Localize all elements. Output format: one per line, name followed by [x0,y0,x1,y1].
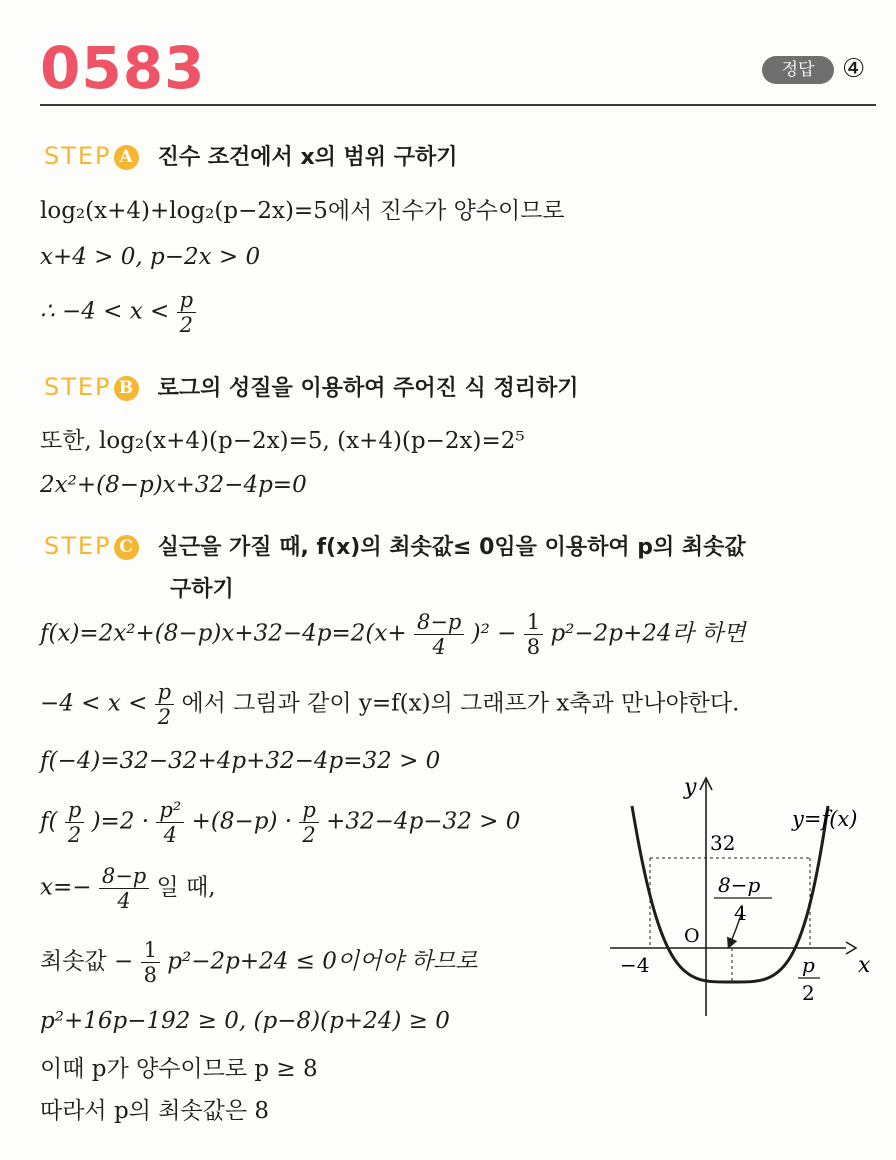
step-title: 로그의 성질을 이용하여 주어진 식 정리하기 [157,376,579,401]
left-x-label: −4 [620,953,650,977]
y-value-label: 32 [710,831,736,855]
fraction: $\frac{p}{2}$ [65,798,84,847]
line-b2: 2x²+(8−p)x+32−4p=0 [40,472,307,498]
problem-number: 0583 [40,34,206,102]
line-a1: log₂(x+4)+log₂(p−2x)=5에서 진수가 양수이므로 [40,198,565,224]
fraction: $\frac{p}{2}$ [155,680,174,729]
fraction: $\frac{8-p}{4}$ [99,864,149,913]
step-title-cont: 구하기 [170,577,234,602]
line-a2: x+4 > 0, p−2x > 0 [40,244,261,270]
expr: )² − [471,620,517,647]
y-axis-label: y [684,775,697,800]
expr: −4 < x < [40,690,148,717]
expr: f(x)=2x²+(8−p)x+32−4p=2(x+ [40,620,407,647]
step-label: STEP [44,373,112,401]
fraction: $\frac{8-p}{4}$ [414,610,464,659]
expr: +(8−p) · [191,808,293,835]
expr: )=2 · [91,808,150,835]
expr: 일 때, [156,874,216,901]
line-b1: 또한, log₂(x+4)(p−2x)=5, (x+4)(p−2x)=2⁵ [40,428,525,454]
header-divider [40,104,876,106]
line-c4 [40,798,520,847]
origin-label: O [684,925,700,947]
expr: p²−2p+24 ≤ 0이어야 하므로 [167,948,478,975]
expr: p²−2p+24라 하면 [550,620,746,647]
line-c9: 따라서 p의 최솟값은 8 [40,1098,270,1124]
step-b-header [44,371,578,402]
expr: x=− [40,874,92,901]
right-x-num: p [802,953,815,977]
expr: +32−4p−32 > 0 [326,808,521,835]
expr: f( [40,808,58,835]
answer-value: ④ [842,54,866,84]
line-c2 [40,680,739,729]
step-title: 실근을 가질 때, f(x)의 최솟값≤ 0임을 이용하여 p의 최솟값 [157,535,746,560]
fraction: $\frac{p}{2}$ [177,288,196,337]
right-x-den: 2 [802,981,815,1005]
expr: 에서 그림과 같이 y=f(x)의 그래프가 x축과 만나야한다. [181,690,740,717]
x-axis-arrow [846,942,856,954]
line-c6 [40,938,478,987]
line-a3 [40,288,196,337]
line-c3: f(−4)=32−32+4p+32−4p=32 > 0 [40,748,441,774]
answer-badge: 정답 [762,56,834,84]
step-letter: A [114,145,139,170]
x-axis-label: x [858,953,871,978]
parabola-graph [606,766,890,1026]
step-title: 진수 조건에서 x의 범위 구하기 [157,145,458,170]
line-c7: p²+16p−192 ≥ 0, (p−8)(p+24) ≥ 0 [40,1008,450,1034]
step-a-header [44,140,457,171]
line-c1 [40,610,746,659]
step-c-header [44,530,746,561]
fraction: $\frac{p}{2}$ [299,798,318,847]
step-label: STEP [44,142,112,170]
step-label: STEP [44,532,112,560]
expr: ∴ −4 < x < [40,298,170,325]
vertex-den: 4 [734,901,747,925]
vertex-num: 8−p [718,873,761,897]
curve-label: y=f(x) [792,807,858,831]
line-c8: 이때 p가 양수이므로 p ≥ 8 [40,1056,318,1082]
step-letter: B [114,376,139,401]
line-c5 [40,864,216,913]
fraction: $\frac{1}{8}$ [141,938,160,987]
expr: 최솟값 − [40,948,134,975]
fraction: $\frac{\text{p²}}{4}$ [156,798,184,847]
step-letter: C [114,535,139,560]
fraction: $\frac{1}{8}$ [524,610,543,659]
